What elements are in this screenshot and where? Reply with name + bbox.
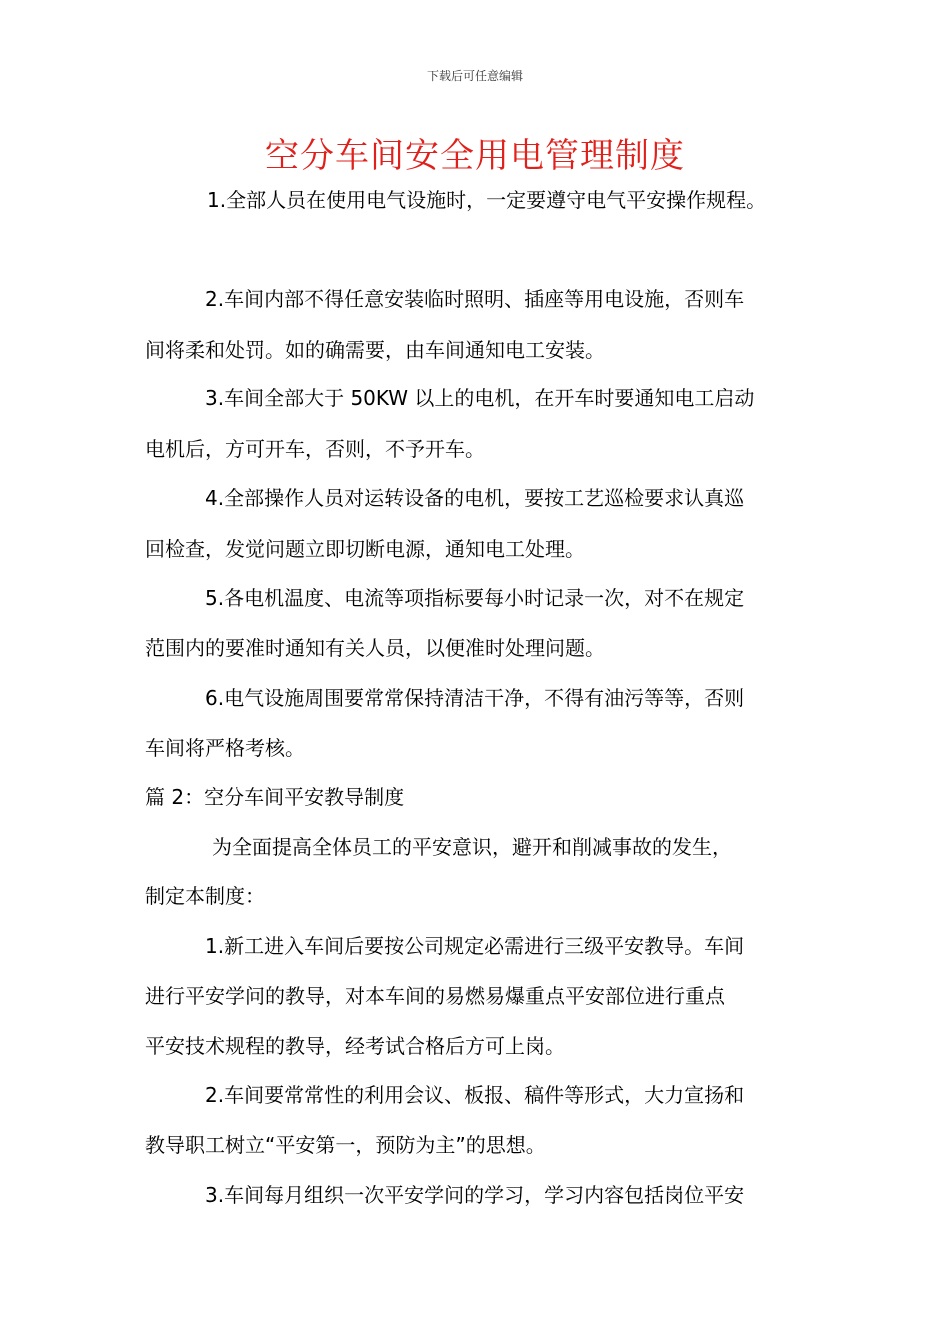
paragraph-line: 车间将严格考核。 [145, 736, 305, 760]
paragraph-line: 2.车间内部不得任意安装临时照明、插座等用电设施，否则车 [205, 287, 745, 311]
paragraph-line: 1.全部人员在使用电气设施时，一定要遵守电气平安操作规程。 [207, 188, 767, 212]
paragraph-line: 1.新工进入车间后要按公司规定必需进行三级平安教导。车间 [205, 934, 745, 958]
paragraph-line: 范围内的要准时通知有关人员，以便准时处理问题。 [145, 636, 605, 660]
paragraph-line: 2.车间要常常性的利用会议、板报、稿件等形式，大力宣扬和 [205, 1083, 745, 1107]
section-heading: 篇 2：空分车间平安教导制度 [145, 785, 405, 809]
paragraph-line: 4.全部操作人员对运转设备的电机，要按工艺巡检要求认真巡 [205, 486, 745, 510]
document-title: 空分车间安全用电管理制度 [265, 136, 685, 176]
paragraph-line: 6.电气设施周围要常常保持清洁干净，不得有油污等等，否则 [205, 686, 745, 710]
paragraph-line: 5.各电机温度、电流等项指标要每小时记录一次，对不在规定 [205, 586, 745, 610]
paragraph-line: 3.车间全部大于 50KW 以上的电机，在开车时要通知电工启动 [205, 386, 755, 410]
paragraph-line: 平安技术规程的教导，经考试合格后方可上岗。 [145, 1034, 565, 1058]
paragraph-line: 回检查，发觉问题立即切断电源，通知电工处理。 [145, 537, 585, 561]
paragraph-line: 为全面提高全体员工的平安意识，避开和削减事故的发生， [212, 835, 732, 859]
paragraph-line: 进行平安学问的教导，对本车间的易燃易爆重点平安部位进行重点 [145, 984, 725, 1008]
paragraph-line: 3.车间每月组织一次平安学问的学习，学习内容包括岗位平安 [205, 1183, 745, 1207]
header-note: 下载后可任意编辑 [426, 69, 523, 83]
paragraph-line: 电机后，方可开车，否则，不予开车。 [145, 437, 485, 461]
paragraph-line: 教导职工树立“平安第一，预防为主”的思想。 [145, 1133, 546, 1157]
paragraph-line: 制定本制度： [145, 884, 265, 908]
paragraph-line: 间将柔和处罚。如的确需要，由车间通知电工安装。 [145, 338, 605, 362]
